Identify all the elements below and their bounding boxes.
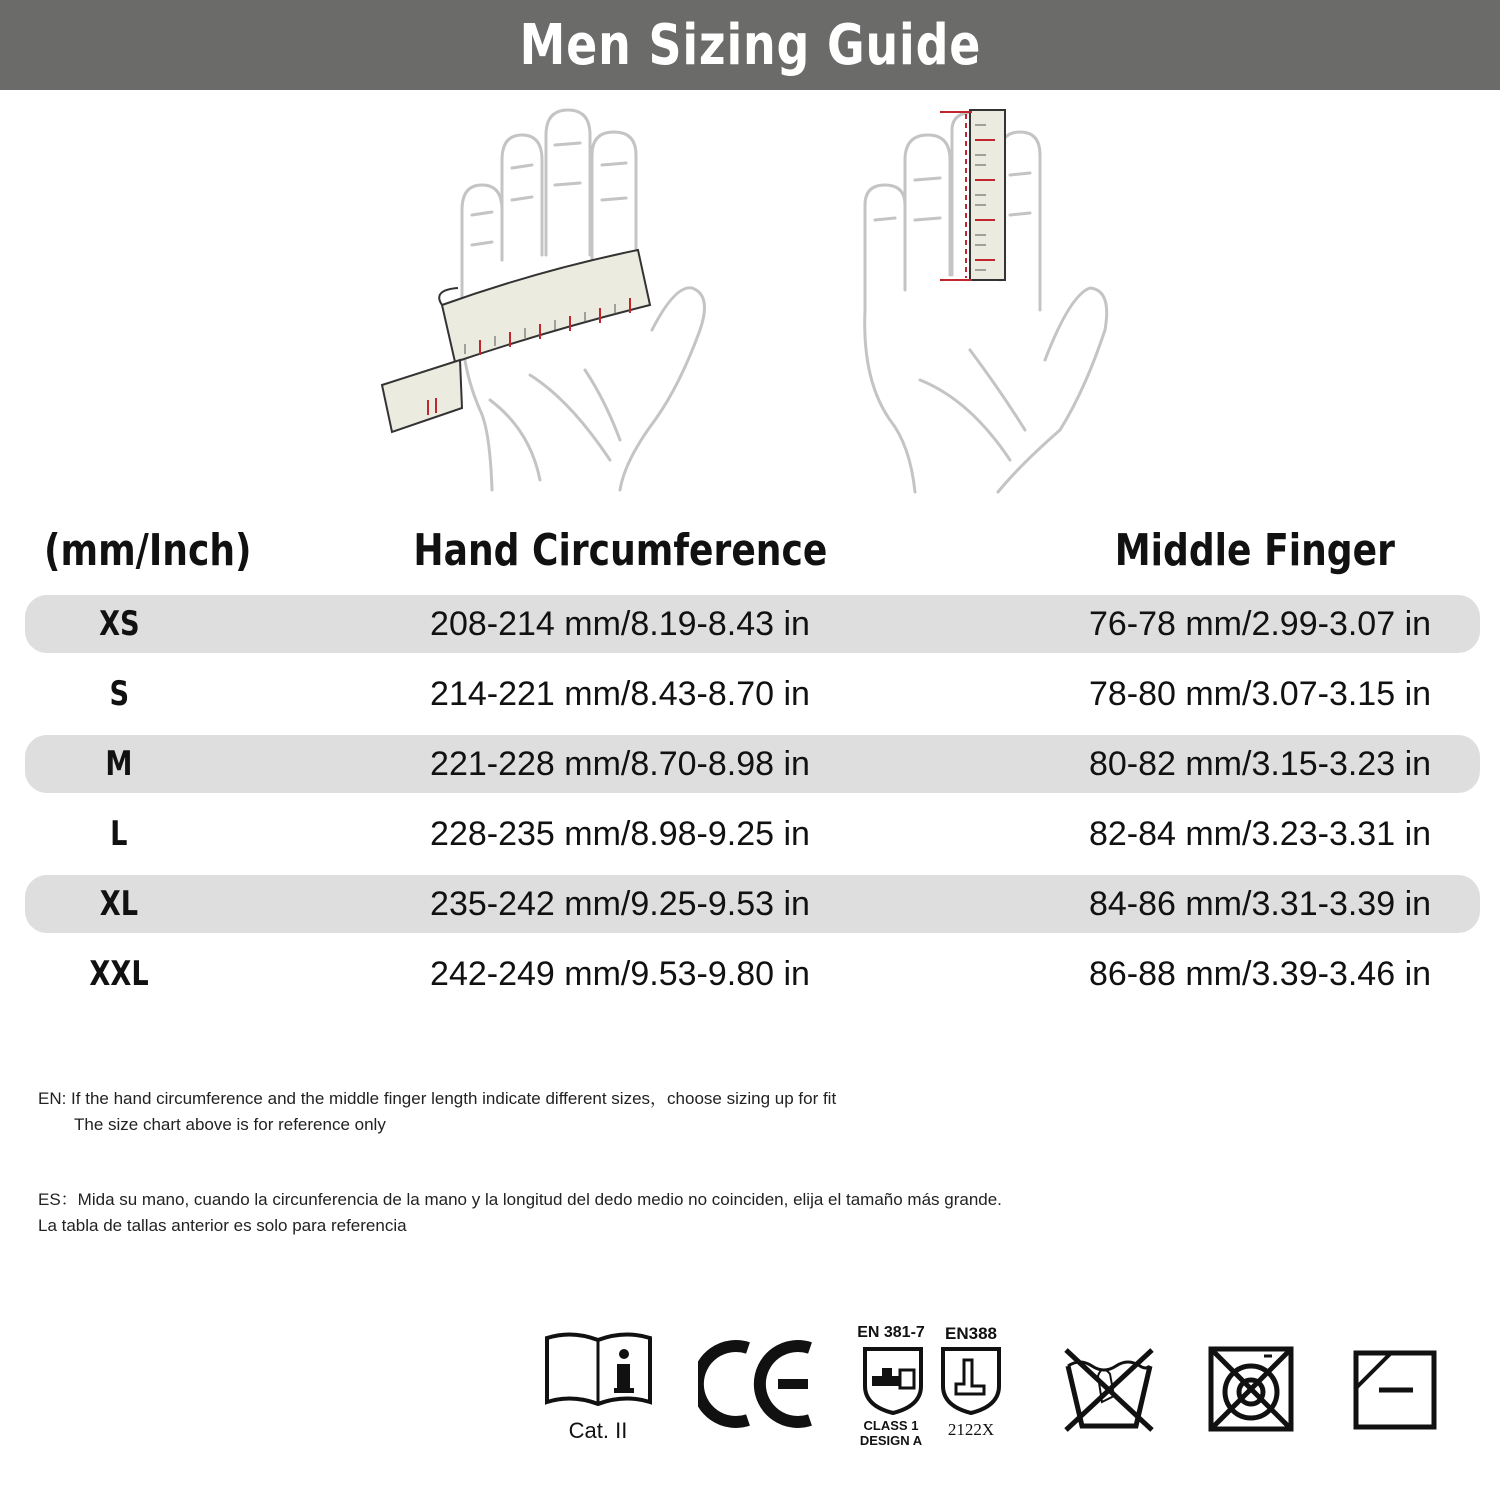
note-english [38, 1086, 836, 1138]
size-cell: L [110, 814, 128, 854]
table-row [25, 805, 1480, 863]
hand-cell: 214-221 mm/8.43-8.70 in [430, 674, 810, 713]
hand-circumference-header: Hand Circumference [413, 524, 827, 576]
no-wash-icon [1062, 1346, 1156, 1432]
ce-mark-icon [698, 1338, 820, 1430]
no-tumble-dry-icon [1208, 1346, 1294, 1432]
finger-cell: 86-88 mm/3.39-3.46 in [1088, 954, 1432, 993]
middle-finger-header: Middle Finger [1114, 524, 1396, 576]
finger-cell: 76-78 mm/2.99-3.07 in [1088, 604, 1432, 643]
note-en-line2: The size chart above is for reference only [74, 1115, 386, 1134]
size-cell: M [105, 744, 133, 784]
note-en-line1: EN: If the hand circumference and the middle finger length indicate different sizes，choose sizing up for fit [38, 1089, 837, 1108]
hand-cell: 208-214 mm/8.19-8.43 in [430, 604, 810, 643]
table-row [25, 875, 1480, 933]
hand-cell: 221-228 mm/8.70-8.98 in [430, 744, 810, 783]
finger-cell: 78-80 mm/3.07-3.15 in [1088, 674, 1432, 713]
header-bar [0, 0, 1500, 90]
finger-cell: 82-84 mm/3.23-3.31 in [1088, 814, 1432, 853]
unit-header: (mm/Inch) [44, 524, 252, 576]
en381-class-text: CLASS 1 [863, 1418, 919, 1433]
hand-cell: 242-249 mm/9.53-9.80 in [430, 954, 810, 993]
certification-icons [0, 1320, 1500, 1460]
chainsaw-shield-icon [862, 1346, 924, 1416]
table-row [25, 735, 1480, 793]
finger-cell: 84-86 mm/3.31-3.39 in [1088, 884, 1432, 923]
hand-ruler-icon [850, 100, 1130, 500]
table-row [25, 945, 1480, 1003]
size-table [25, 595, 1480, 1015]
dry-flat-icon [1353, 1350, 1437, 1430]
page-title: Men Sizing Guide [519, 12, 981, 78]
en388-code: 2122X [947, 1420, 995, 1439]
en381-class [850, 1418, 932, 1448]
en381-title: EN 381-7 [857, 1324, 925, 1341]
hand-measure-tape-icon [370, 100, 730, 500]
hand-cell: 228-235 mm/8.98-9.25 in [430, 814, 810, 853]
hand-cell: 235-242 mm/9.25-9.53 in [430, 884, 810, 923]
size-cell: XXL [89, 954, 149, 994]
glove-shield-icon [940, 1346, 1002, 1416]
size-cell: XS [98, 604, 140, 644]
note-spanish [38, 1187, 1002, 1239]
en381-design-text: DESIGN A [859, 1433, 923, 1448]
note-es-line1: ES：Mida su mano, cuando la circunferencia de la mano y la longitud del dedo medio no coinciden, elija el tamaño más grande. [38, 1190, 1002, 1209]
manual-category-label: Cat. II [568, 1418, 628, 1443]
table-row [25, 665, 1480, 723]
table-row [25, 595, 1480, 653]
user-manual-icon [544, 1330, 654, 1410]
finger-cell: 80-82 mm/3.15-3.23 in [1088, 744, 1432, 783]
size-cell: S [109, 674, 129, 714]
note-es-line2: La tabla de tallas anterior es solo para referencia [38, 1216, 407, 1235]
size-cell: XL [99, 884, 139, 924]
en388-title: EN388 [945, 1324, 997, 1343]
